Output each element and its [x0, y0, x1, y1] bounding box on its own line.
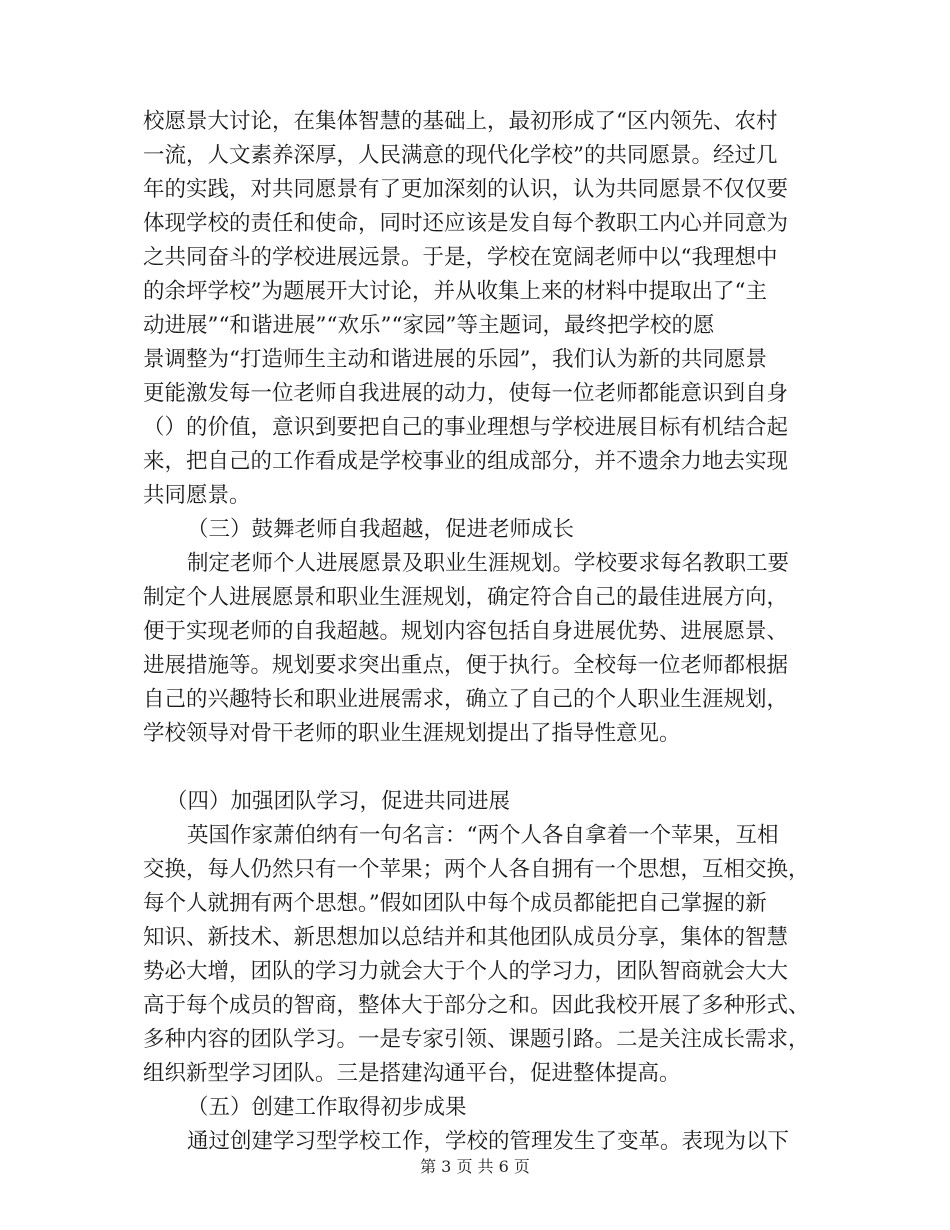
paragraph-line: 势必大增，团队的学习力就会大于个人的学习力，团队智商就会大大 [143, 959, 789, 984]
paragraph-line: 制定老师个人进展愿景及职业生涯规划。学校要求每名教职工要 [187, 551, 790, 576]
paragraph-line: 自己的兴趣特长和职业进展需求，确立了自己的个人职业生涯规划， [143, 687, 789, 712]
paragraph-line: （）的价值，意识到要把自己的事业理想与学校进展目标有机结合起 [143, 415, 789, 440]
paragraph-line: 之共同奋斗的学校进展远景。于是，学校在宽阔老师中以“我理想中 [143, 245, 778, 270]
paragraph-line: 知识、新技术、新思想加以总结并和其他团队成员分享，集体的智慧 [143, 925, 789, 950]
paragraph-line: 英国作家萧伯纳有一句名言：“两个人各自拿着一个苹果，互相 [187, 823, 779, 848]
paragraph-line: 景调整为“打造师生主动和谐进展的乐园”，我们认为新的共同愿景 [143, 347, 767, 372]
page-number: 第 3 页 共 6 页 [420, 1157, 530, 1176]
paragraph-line: 校愿景大讨论，在集体智慧的基础上，最初形成了“区内领先、农村 [143, 109, 778, 134]
paragraph-line: 通过创建学习型学校工作，学校的管理发生了变革。表现为以下 [187, 1129, 790, 1154]
paragraph-line: 组织新型学习团队。三是搭建沟通平台，促进整体提高。 [143, 1061, 681, 1086]
paragraph-line: 高于每个成员的智商，整体大于部分之和。因此我校开展了多种形式、 [143, 993, 810, 1018]
paragraph-line: 多种内容的团队学习。一是专家引领、课题引路。二是关注成长需求， [143, 1027, 810, 1052]
paragraph-line: 体现学校的责任和使命，同时还应该是发自每个教职工内心并同意为 [143, 211, 789, 236]
paragraph-line: 的余坪学校”为题展开大讨论，并从收集上来的材料中提取出了“主 [143, 279, 767, 304]
paragraph-line: 来，把自己的工作看成是学校事业的组成部分，并不遗余力地去实现 [143, 449, 789, 474]
paragraph-line: 制定个人进展愿景和职业生涯规划，确定符合自己的最佳进展方向， [143, 585, 789, 610]
paragraph-line: 交换，每人仍然只有一个苹果；两个人各自拥有一个思想，互相交换， [143, 857, 810, 882]
paragraph-line: 一流，人文素养深厚，人民满意的现代化学校”的共同愿景。经过几 [143, 143, 778, 168]
paragraph-line: 年的实践，对共同愿景有了更加深刻的认识，认为共同愿景不仅仅要 [143, 177, 789, 202]
paragraph-line: 学校领导对骨干老师的职业生涯规划提出了指导性意见。 [143, 721, 681, 746]
section-heading: （五）创建工作取得初步成果 [187, 1095, 467, 1120]
paragraph-line: 动进展”“和谐进展”“欢乐”“家园”等主题词，最终把学校的愿 [143, 313, 715, 338]
paragraph-line: 便于实现老师的自我超越。规划内容包括自身进展优势、进展愿景、 [143, 619, 789, 644]
paragraph-line: 进展措施等。规划要求突出重点，便于执行。全校每一位老师都根据 [143, 653, 789, 678]
paragraph-line: 每个人就拥有两个思想。”假如团队中每个成员都能把自己掌握的新 [143, 891, 767, 916]
section-heading: （三）鼓舞老师自我超越，促进老师成长 [187, 517, 575, 542]
paragraph-line: 更能激发每一位老师自我进展的动力，使每一位老师都能意识到自身 [143, 381, 789, 406]
section-heading: （四）加强团队学习，促进共同进展 [166, 789, 511, 814]
paragraph-line: 共同愿景。 [143, 483, 251, 508]
